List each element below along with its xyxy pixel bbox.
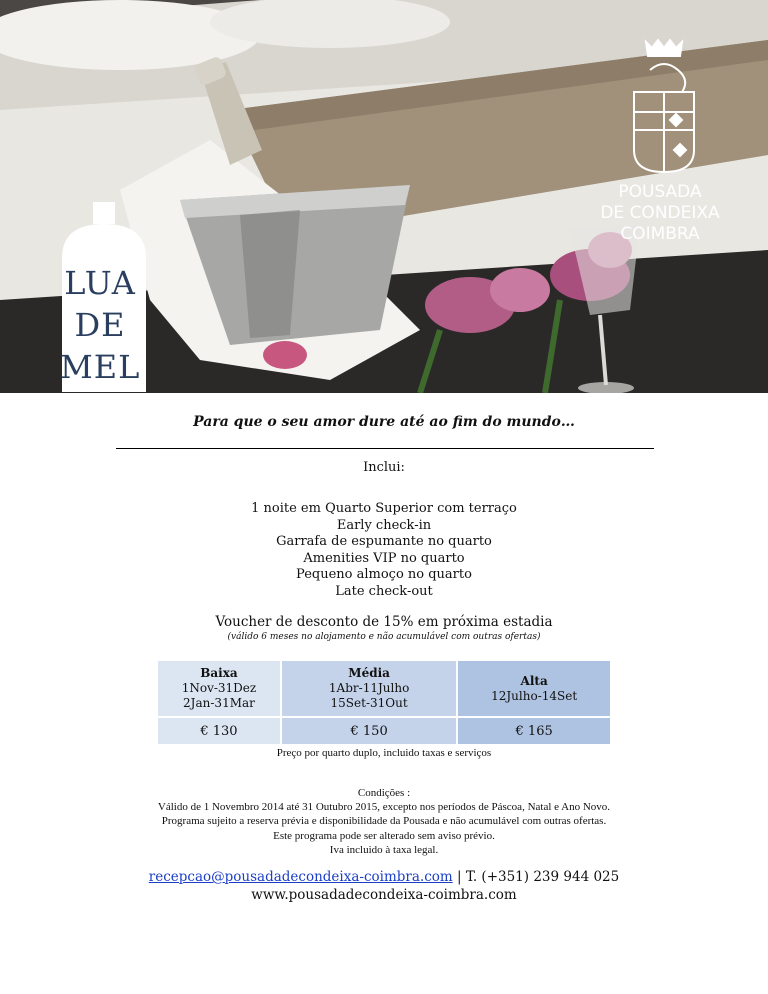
- includes-title: Inclui:: [363, 460, 405, 475]
- brand-line-2: DE CONDEIXA: [600, 203, 720, 223]
- price-table: [158, 661, 610, 744]
- voucher-note: (válido 6 meses no alojamento e não acumulável com outras ofertas): [227, 632, 541, 642]
- season-name: Baixa: [200, 666, 238, 680]
- includes-list: [0, 501, 768, 600]
- conditions-line: Iva incluido à taxa legal.: [329, 843, 439, 856]
- badge-line-2: DE: [74, 306, 126, 344]
- season-dates: 12Julho-14Set: [491, 688, 578, 703]
- list-item: Amenities VIP no quarto: [303, 550, 465, 566]
- season-dates: 1Nov-31Dez: [181, 681, 257, 695]
- brand-line-1: POUSADA: [618, 182, 702, 202]
- season-name: Média: [348, 666, 390, 680]
- conditions-title: Condições :: [357, 787, 411, 799]
- conditions-line: Programa sujeito a reserva prévia e disponibilidade da Pousada e não acumulável com outras ofertas.: [161, 815, 607, 828]
- table-row: [158, 717, 610, 744]
- conditions: [0, 786, 768, 857]
- badge-title: [60, 262, 140, 388]
- season-dates: 1Abr-11Julho: [328, 681, 410, 695]
- season-cell-baixa: [158, 661, 281, 717]
- hero-photo: [0, 0, 768, 393]
- badge-line-1: LUA: [64, 264, 136, 302]
- table-row: [158, 661, 610, 717]
- brand-line-3: COIMBRA: [620, 224, 700, 244]
- list-item: 1 noite em Quarto Superior com terraço: [251, 501, 517, 516]
- list-item: Pequeno almoço no quarto: [296, 567, 472, 582]
- brand-name: [590, 182, 730, 245]
- email-link[interactable]: recepcao@pousadadecondeixa-coimbra.com: [148, 869, 453, 885]
- season-name: Alta: [520, 673, 548, 688]
- conditions-line: Válido de 1 Novembro 2014 até 31 Outubro 2015, excepto nos períodos de Páscoa, Natal e Ano Novo.: [157, 801, 611, 814]
- list-item: Garrafa de espumante no quarto: [276, 534, 492, 549]
- season-dates: 2Jan-31Mar: [183, 696, 255, 710]
- website-text[interactable]: www.pousadadecondeixa-coimbra.com: [251, 887, 517, 903]
- price-cell: € 165: [457, 717, 610, 744]
- voucher-text: Voucher de desconto de 15% em próxima estadia: [215, 614, 553, 630]
- season-dates: 15Set-31Out: [330, 696, 408, 710]
- price-cell: € 150: [281, 717, 457, 744]
- price-note: Preço por quarto duplo, incluido taxas e serviços: [276, 747, 492, 759]
- season-cell-media: [281, 661, 457, 717]
- tagline: Para que o seu amor dure até ao fim do mundo…: [193, 414, 575, 430]
- list-item: Late check-out: [335, 583, 433, 599]
- price-cell: € 130: [158, 717, 281, 744]
- badge-line-3: MEL: [60, 348, 141, 386]
- list-item: Early check-in: [336, 517, 432, 533]
- season-cell-alta: [457, 661, 610, 717]
- divider: [116, 448, 654, 449]
- conditions-line: Este programa pode ser alterado sem aviso prévio.: [273, 829, 495, 842]
- contact-line: [0, 869, 768, 885]
- phone-text: | T. (+351) 239 944 025: [456, 869, 620, 885]
